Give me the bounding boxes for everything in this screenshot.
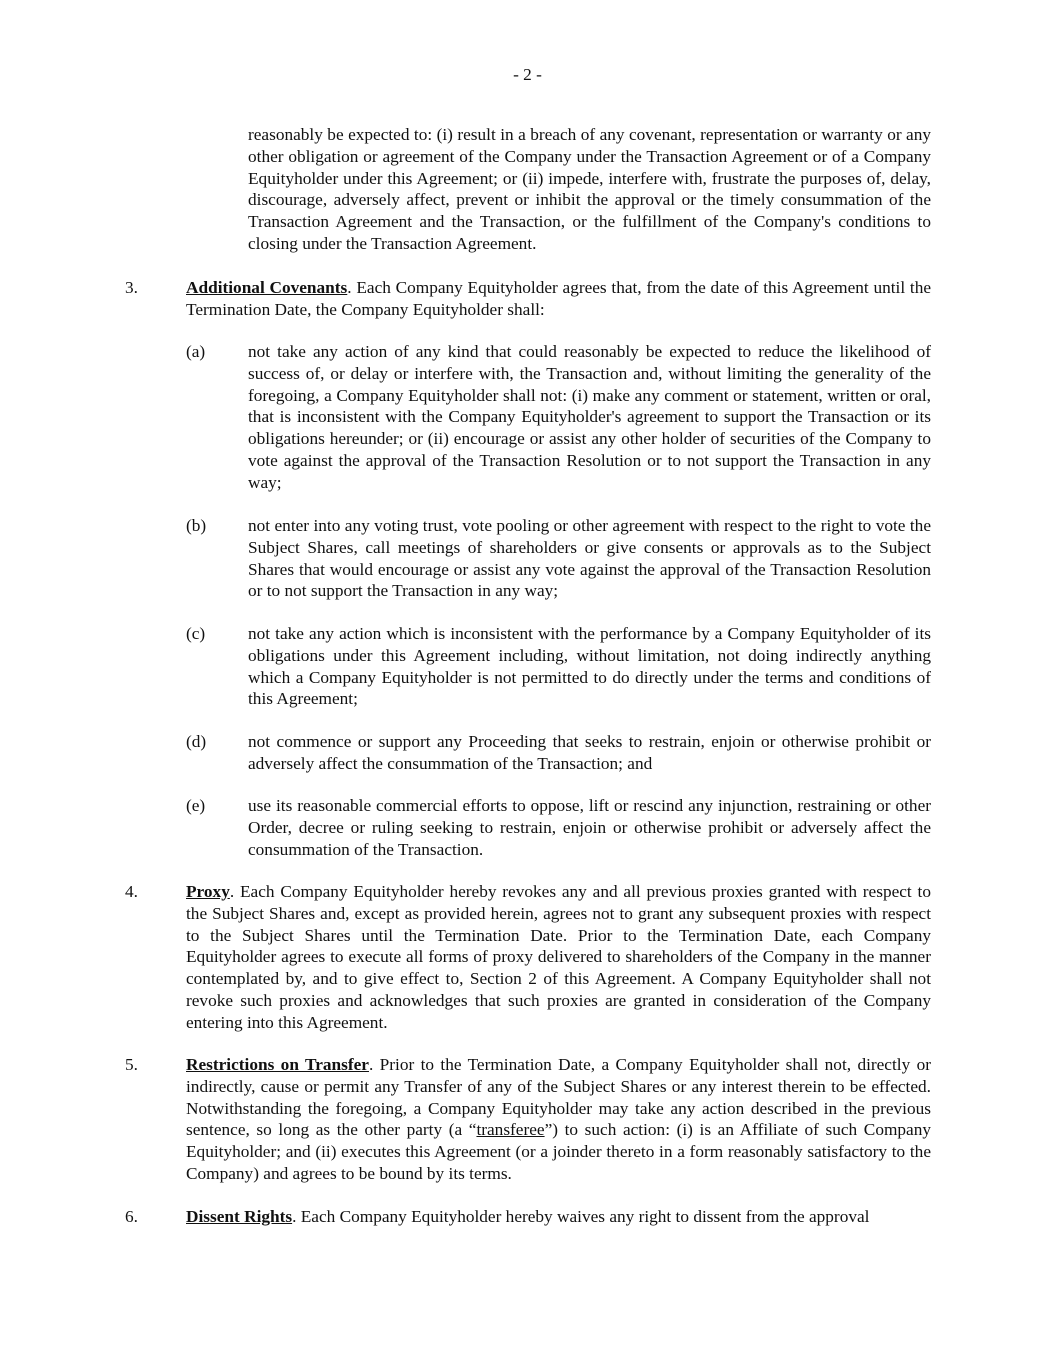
section-body (186, 881, 931, 1033)
section-6 (125, 1206, 931, 1228)
subsection-c (186, 623, 931, 710)
subsection-label: (a) (186, 342, 206, 361)
subsection-text: not take any action of any kind that could reasonably be expected to reduce the likelihood of success of, or delay or interfere with, the Transaction and, without limiting the generality of the foregoing, a Company Equityholder shall not: (i) make any comment or statement, written or oral, that is inconsistent with the Company Equityholder's agreement to support the Transaction or its obligations hereunder; or (ii) encourage or assist any other holder of securities of the Company to vote against the approval of the Transaction Resolution or to not support the Transaction in any way; (248, 342, 931, 492)
subsection-text: use its reasonable commercial efforts to oppose, lift or rescind any injunction, restraining or other Order, decree or ruling seeking to restrain, enjoin or otherwise prohibit or adversely affect the consummation of the Transaction. (248, 796, 931, 859)
section-heading: Additional Covenants (186, 278, 348, 297)
subsection-label: (b) (186, 516, 207, 535)
subsection-label: (e) (186, 796, 206, 815)
subsection-text: not enter into any voting trust, vote pooling or other agreement with respect to the right to vote the Subject Shares, call meetings of shareholders or give consents or approvals as to the Subject Shares that would encourage or assist any vote against the approval of the Transaction Resolution or to not support the Transaction in any way; (248, 516, 931, 601)
subsection-e (186, 795, 931, 860)
subsection-text: not take any action which is inconsistent with the performance by a Company Equityholder of its obligations under this Agreement including, without limitation, not doing indirectly anything which a Company Equityholder is not permitted to do directly under the terms and conditions of this Agreement; (248, 624, 931, 709)
section-5 (125, 1054, 931, 1185)
defined-term: transferee (476, 1120, 545, 1140)
page-number: - 2 - (513, 65, 542, 84)
section-text: . Each Company Equityholder hereby revokes any and all previous proxies granted with respect to the Subject Shares and, except as provided herein, agrees not to grant any subsequent proxies with respect to the Subject Shares until the Termination Date. Prior to the Termination Date, each Company Equityholder agrees to execute all forms of proxy delivered to shareholders of the Company in the manner contemplated by, and to give effect to, Section 2 of this Agreement. A Company Equityholder shall not revoke such proxies and acknowledges that such proxies are granted in consideration of the Company entering into this Agreement. (186, 882, 931, 1032)
section-body (186, 1206, 931, 1228)
section-text: . Each Company Equityholder agrees that, from the date of this Agreement until the Termination Date, the Company Equityholder shall: (186, 278, 932, 319)
section-number: 5. (125, 1055, 138, 1074)
section-heading: Restrictions on Transfer (186, 1055, 369, 1074)
section-number: 6. (125, 1207, 138, 1226)
section-heading: Proxy (186, 882, 230, 901)
subsection-d (186, 731, 931, 775)
section-text: . Each Company Equityholder hereby waives any right to dissent from the approval (292, 1207, 870, 1226)
continuation-paragraph: reasonably be expected to: (i) result in a breach of any covenant, representation or warranty or any other obligation or agreement of the Company under the Transaction Agreement or of a Company Equityholder under this Agreement; or (ii) impede, interfere with, frustrate the purposes of, delay, discourage, adversely affect, prevent or inhibit the approval or the timely consummation of the Transaction Agreement and the Transaction, or the fulfillment of the Company's conditions to closing under the Transaction Agreement. (248, 125, 931, 253)
subsection-a (186, 341, 931, 493)
subsection-b (186, 515, 931, 602)
section-heading: Dissent Rights (186, 1207, 293, 1226)
subsection-label: (c) (186, 624, 206, 643)
subsection-label: (d) (186, 732, 207, 751)
section-3 (125, 277, 931, 321)
section-number: 4. (125, 882, 138, 901)
section-body (186, 277, 931, 321)
section-body (186, 1054, 931, 1185)
section-text: . Prior to the Termination Date, a Company Equityholder shall not, directly or indirectly, cause or permit any Transfer of any of the Subject Shares or any interest therein to be effected. Notwithstanding the foregoing, a Company Equityholder may take any action described in the previous sentence, so long as the other party (a “ (186, 1055, 931, 1140)
section-4 (125, 881, 931, 1033)
subsection-text: not commence or support any Proceeding that seeks to restrain, enjoin or otherwise prohibit or adversely affect the consummation of the Transaction; and (248, 732, 931, 773)
section-number: 3. (125, 278, 138, 297)
section-text: ”) to such action: (i) is an Affiliate of such Company Equityholder; and (ii) executes this Agreement (or a joinder thereto in a form reasonably satisfactory to the Company) and agrees to be bound by its terms. (186, 1120, 931, 1183)
